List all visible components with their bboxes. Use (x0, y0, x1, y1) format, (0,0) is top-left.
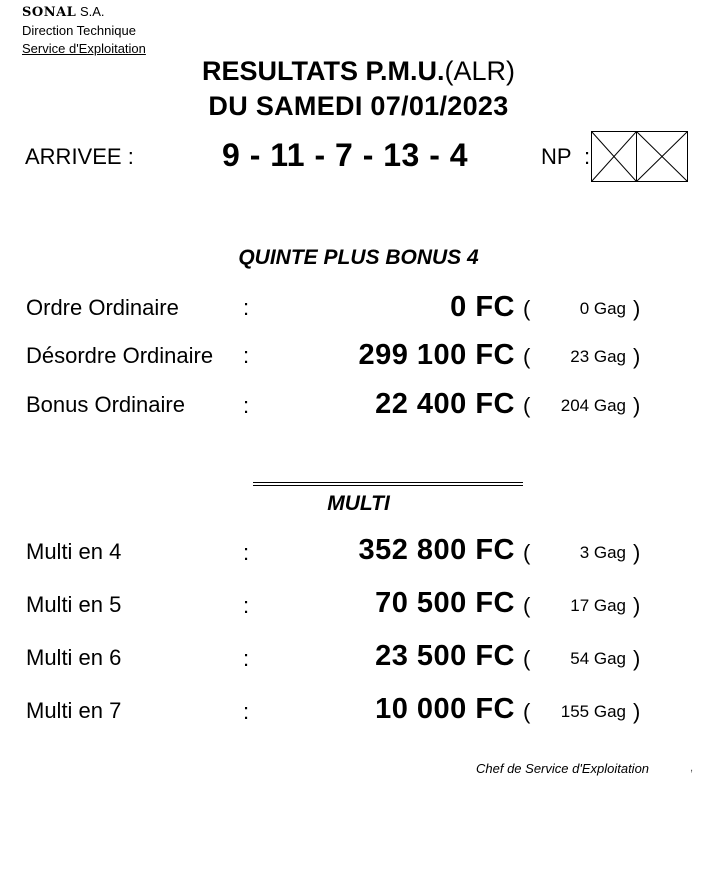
row-amount: 352 800 FC (358, 534, 515, 566)
row-winner-count: 3 Gag (579, 543, 626, 562)
row-paren-close: ) (633, 699, 641, 724)
row-label: Désordre Ordinaire (26, 343, 214, 368)
row-colon: : (243, 295, 250, 320)
service-name: Service d'Exploitation (22, 41, 146, 56)
row-label: Multi en 7 (26, 698, 122, 723)
row-label: Bonus Ordinaire (26, 392, 185, 417)
row-label: Multi en 6 (26, 645, 122, 670)
row-paren-open: ( (523, 646, 531, 671)
np-crossed-boxes (591, 131, 688, 182)
row-colon: : (243, 646, 250, 671)
company-name (22, 4, 105, 20)
page-title-main: RESULTATS P.M.U. (201, 56, 445, 86)
row-winner-count: 54 Gag (570, 649, 626, 668)
multi-section-title: MULTI (327, 492, 390, 515)
row-winner-count: 23 Gag (570, 347, 626, 366)
row-paren-close: ) (633, 344, 641, 369)
row-amount: 22 400 FC (375, 388, 515, 420)
row-winner-count: 17 Gag (570, 596, 626, 615)
department-name: Direction Technique (22, 23, 136, 38)
row-amount: 0 FC (450, 291, 515, 323)
quinte-section-title: QUINTE PLUS BONUS 4 (238, 246, 479, 269)
row-paren-open: ( (523, 540, 531, 565)
row-label: Multi en 5 (26, 592, 122, 617)
row-paren-close: ) (633, 540, 641, 565)
row-paren-close: ) (633, 593, 641, 618)
row-winner-count: 0 Gag (579, 299, 626, 318)
row-amount: 10 000 FC (375, 693, 515, 725)
section-divider-top (253, 482, 523, 483)
arrivee-numbers: 9 - 11 - 7 - 13 - 4 (222, 137, 469, 173)
row-colon: : (243, 540, 250, 565)
row-paren-open: ( (523, 699, 531, 724)
arrivee-label: ARRIVEE : (25, 144, 134, 169)
row-colon: : (243, 593, 250, 618)
row-label: Multi en 4 (26, 539, 122, 564)
np-label: NP (541, 144, 572, 169)
row-paren-open: ( (523, 296, 531, 321)
page-title-suffix: (ALR) (444, 56, 516, 86)
row-amount: 299 100 FC (358, 339, 515, 371)
row-paren-open: ( (523, 344, 531, 369)
section-divider-bottom (253, 485, 523, 486)
row-colon: : (243, 343, 250, 368)
row-winner-count: 204 Gag (560, 396, 626, 415)
row-colon: : (243, 393, 250, 418)
company-suffix: S.A. (79, 4, 105, 19)
row-winner-count: 155 Gag (560, 702, 626, 721)
row-paren-close: ) (633, 393, 641, 418)
stray-mark: , (690, 762, 694, 774)
signature-title: Chef de Service d'Exploitation (476, 761, 650, 776)
np-colon: : (584, 144, 591, 169)
company-brand: SONAL (22, 5, 77, 20)
page-subtitle-date: DU SAMEDI 07/01/2023 (208, 91, 509, 121)
row-paren-close: ) (633, 296, 641, 321)
row-label: Ordre Ordinaire (26, 295, 179, 320)
page-title (0, 56, 717, 87)
row-amount: 70 500 FC (375, 587, 515, 619)
row-amount: 23 500 FC (375, 640, 515, 672)
row-paren-open: ( (523, 393, 531, 418)
row-paren-open: ( (523, 593, 531, 618)
row-colon: : (243, 699, 250, 724)
row-paren-close: ) (633, 646, 641, 671)
